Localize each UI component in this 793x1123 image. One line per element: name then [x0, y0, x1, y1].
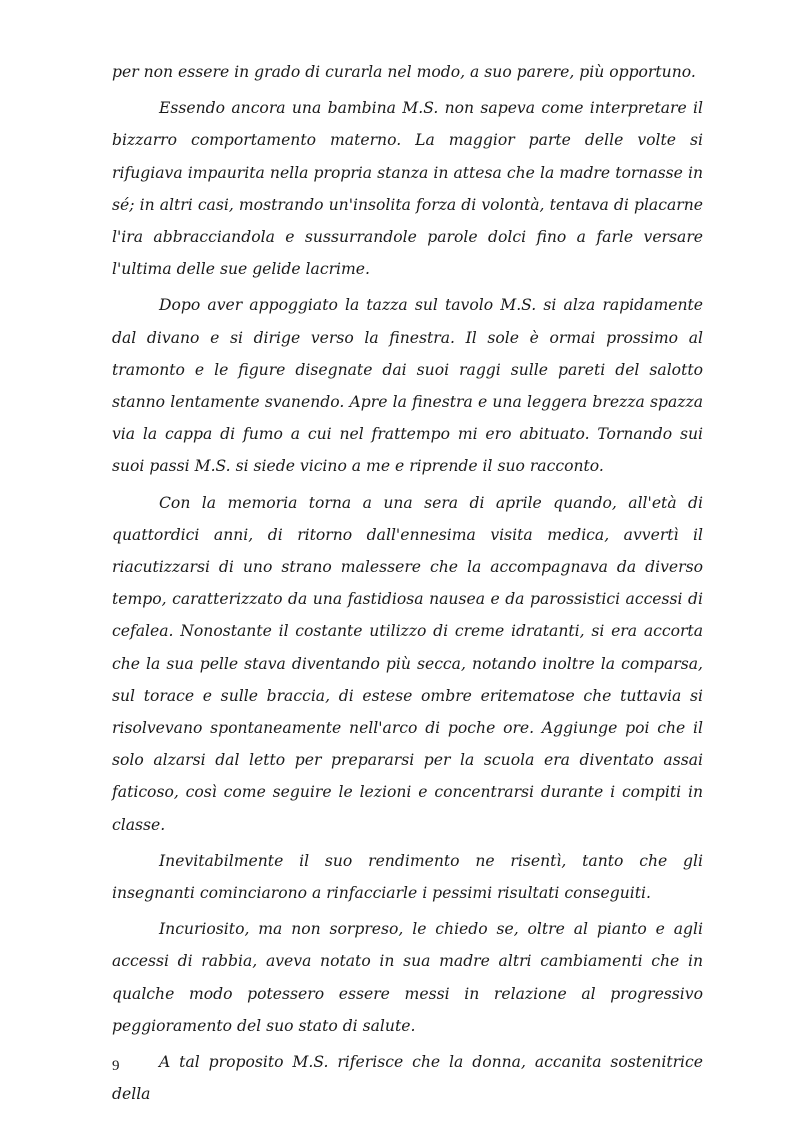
page-number: 9	[112, 1058, 120, 1074]
page-body	[112, 56, 703, 1115]
paragraph-continuation: per non essere in grado di curarla nel modo, a suo parere, più opportuno.	[112, 63, 696, 81]
paragraph-school: Inevitabilmente il suo rendimento ne risentì, tanto che gli insegnanti cominciarono a rinfacciarle i pessimi risultati conseguiti.	[112, 851, 703, 903]
paragraph-april-evening: Con la memoria torna a una sera di aprile quando, all'età di quattordici anni, di ritorno dall'ennesima visita medica, avvertì il riacutizzarsi di uno strano malessere che la accompagnava da diverso tempo, caratterizzato da una fastidiosa nausea e da parossistici accessi di cefalea. Nonostante il costante utilizzo di creme idratanti, si era accorta che la sua pelle stava diventando più secca, notando inoltre la comparsa, sul torace e sulle braccia, di estese ombre eritematose che tuttavia si risolvevano spontaneamente nell'arco di poche ore. Aggiunge poi che il solo alzarsi dal letto per prepararsi per la scuola era diventato assai faticoso, così come seguire le lezioni e concentrarsi durante i compiti in classe.	[112, 493, 703, 834]
paragraph-mother: A tal proposito M.S. riferisce che la donna, accanita sostenitrice della	[112, 1053, 703, 1104]
paragraph-question: Incuriosito, ma non sorpreso, le chiedo se, oltre al pianto e agli accessi di rabbia, aveva notato in sua madre altri cambiamenti che in qualche modo potessero essere messi in relazione al progressivo peggioramento del suo stato di salute.	[112, 920, 703, 1035]
paragraph-childhood: Essendo ancora una bambina M.S. non sapeva come interpretare il bizzarro comportamento materno. La maggior parte delle volte si rifugiava impaurita nella propria stanza in attesa che la madre tornasse in sé; in altri casi, mostrando un'insolita forza di volontà, tentava di placarne l'ira abbracciandola e sussurrandole parole dolci fino a farle versare l'ultima delle sue gelide lacrime.	[112, 99, 703, 279]
paragraph-window: Dopo aver appoggiato la tazza sul tavolo M.S. si alza rapidamente dal divano e si dirige verso la finestra. Il sole è ormai prossimo al tramonto e le figure disegnate dai suoi raggi sulle pareti del salotto stanno lentamente svanendo. Apre la finestra e una leggera brezza spazza via la cappa di fumo a cui nel frattempo mi ero abituato. Tornando sui suoi passi M.S. si siede vicino a me e riprende il suo racconto.	[112, 296, 703, 476]
